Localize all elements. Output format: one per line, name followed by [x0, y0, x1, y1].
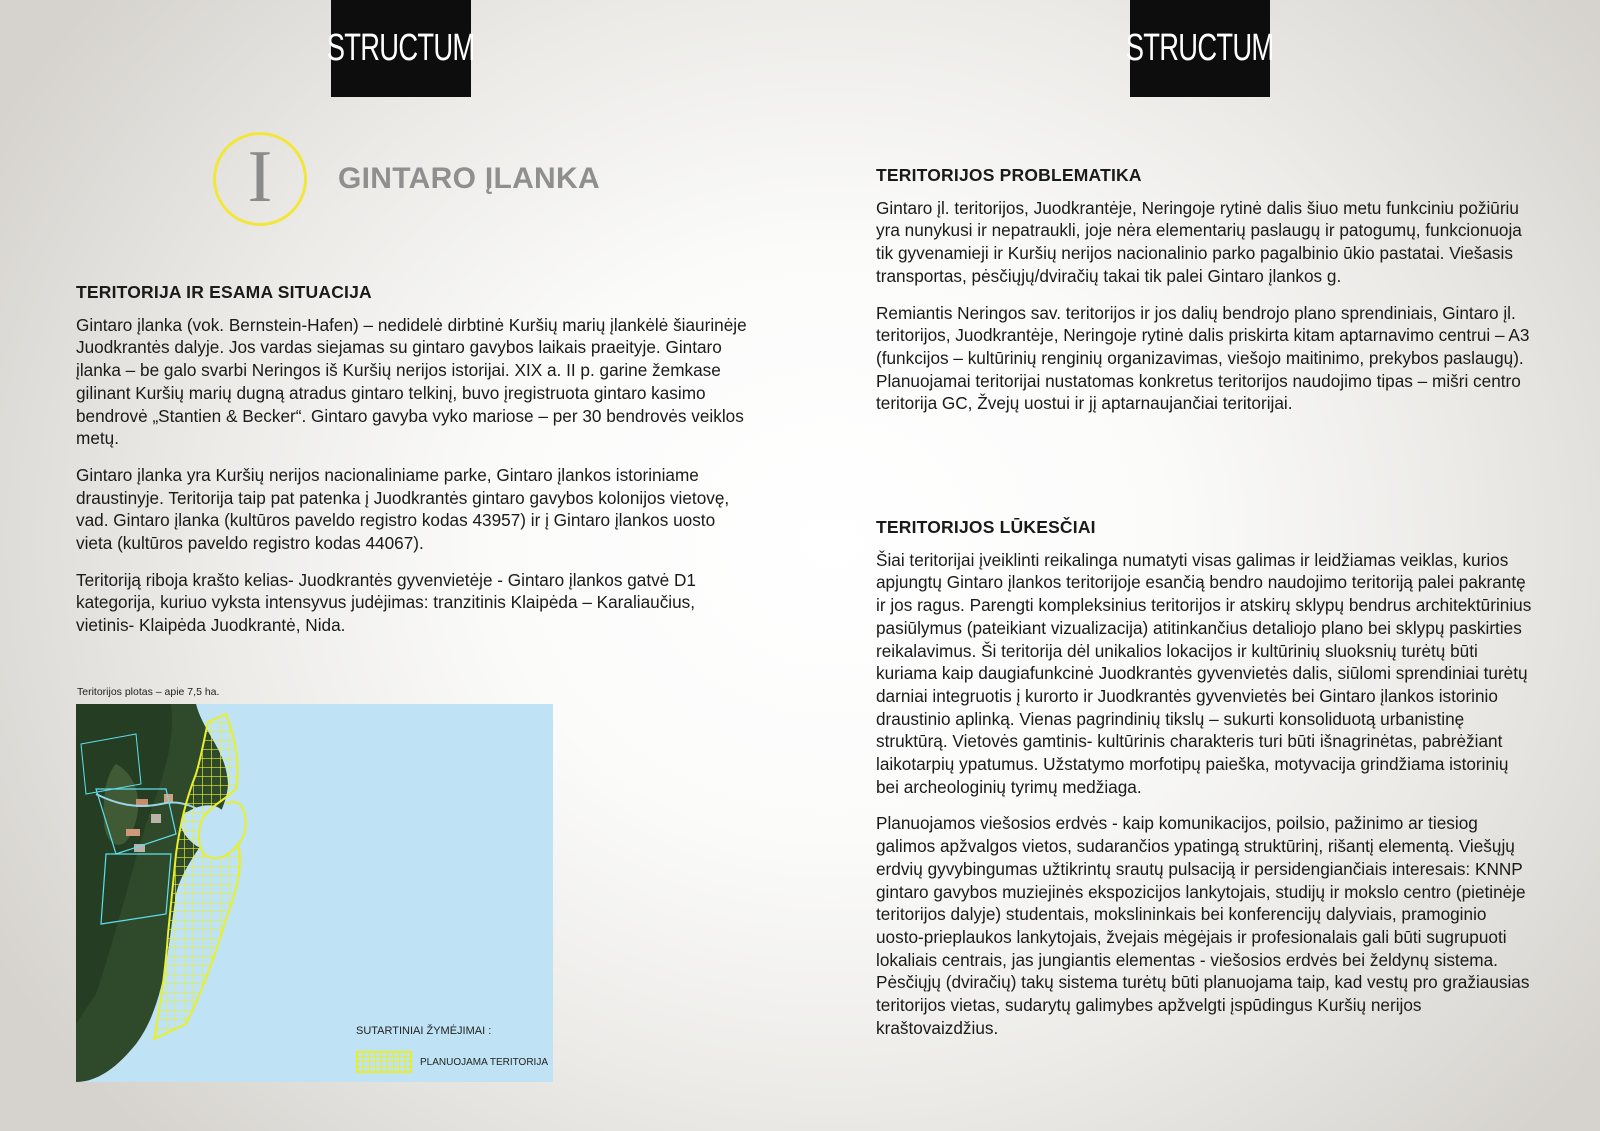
paragraph: Gintaro įl. teritorijos, Juodkrantėje, Neringoje rytinė dalis šiuo metu funkciniu požiūriu yra nunykusi ir nepatraukli, joje nėra elementarių paslaugų ir patogumų, funkcionuoja tik gyvenamieji ir Kuršių nerijos nacionalinio parko pagalbinio ūkio pastatai. Viešasis transportas, pėsčiųjų/dviračių takai tik palei Gintaro įlankos g. — [876, 197, 1522, 286]
section-heading: TERITORIJA IR ESAMA SITUACIJA — [76, 282, 372, 302]
paragraph: Gintaro įlanka yra Kuršių nerijos nacionaliniame parke, Gintaro įlankos istoriniame draustinyje. Teritorija taip pat patenka į Juodkrantės gintaro gavybos kolonijos vietovę, vad. Gintaro įlanka (kultūros paveldo registro kodas 43957) ir į Gintaro įlankos uosto vieta (kultūros paveldo registro kodas 44067). — [76, 464, 730, 554]
paragraph: Planuojamos viešosios erdvės - kaip komunikacijos, poilsio, pažinimo ar tiesiog galimos apžvalgos vietos, sudarančios ypatingą struktūrinį, rišantį elementą. Viešųjų erdvių gyvybingumas užtikrintų srautų pulsaciją ir persidengiančiais interesais: KNNP gintaro gavybos muziejinės ekspozicijos lankytojais, studijų ir mokslo centro (pietinėje teritorijos dalyje) studentais, mokslininkais bei konferencijų dalyviais, pramoginio uosto-prieplaukos lankytojais, žvejais mėgėjais ir profesionalais gali būti sugrupuoti lokaliais centrais, jas jungiantis elementas - viešosios erdvės bei želdynų sistema. Pėsčiųjų (dviračių) takų sistema turėtų būti planuojama taip, kad vestų pro gražiausias teritorijos vietas, sudarytų galimybes apžvelgti įspūdingus Kuršių nerijos kraštovaizdžius. — [876, 813, 1530, 1038]
paragraph: Gintaro įlanka (vok. Bernstein-Hafen) – nedidelė dirbtinė Kuršių marių įlankėlė šiaurinėje Juodkrantės dalyje. Jos vardas siejamas su gintaro gavybos laikais praeityje. Gintaro įlanka – be galo svarbi Neringos iš Kuršių nerijos istorijai. XIX a. II p. garine žemkase gilinant Kuršių marių dugną atradus gintaro telkinį, buvo įregistruota gintaro kasimo bendrovė „Stantien & Becker“. Gintaro gavyba vyko mariose – per 30 bendrovės veiklos metų. — [76, 314, 747, 449]
paragraph: Šiai teritorijai įveiklinti reikalinga numatyti visas galimas ir leidžiamas veiklas, kurios apjungtų Gintaro įlankos teritorijoje esančią bendro naudojimo teritoriją palei pakrantę ir jos ragus. Parengti kompleksinius teritorijos ir atskirų sklypų bendrus architektūrinius pasiūlymus (pateikiant vizualizacija) atitinkančius detaliojo plano bei sklypų paskirties reikalavimus. Ši teritorija dėl unikalios lokacijos ir kultūrinių sluoksnių turėtų būti kuriama kaip daugiafunkcinė Juodkrantės gyvenvietės dalis, siūlomi sprendiniai turėtų darniai integruotis į kurorto ir Juodkrantės gyvenvietės bei Gintaro įlankos istorinio draustinio aplinką. Vienas pagrindinių tikslų – sukurti konsoliduotą urbanistinę struktūrą. Vietovės gamtinis- kultūrinis charakteris turi būti išnagrinėtas, pabrėžiant laikotarpių ypatumus. Užstatymo morfotipų paieška, motyvacija grindžiama istorinių bei archeologinių tyrimų medžiaga. — [876, 549, 1532, 797]
chapter-number-circle — [213, 132, 307, 226]
paragraph: Teritoriją riboja krašto kelias- Juodkrantės gyvenvietėje - Gintaro įlankos gatvė D1 kategorija, kuriuo vyksta intensyvus judėjimas: tranzitinis Klaipėda – Karaliaučius, vietinis- Klaipėda Juodkrantė, Nida. — [76, 569, 696, 636]
section-heading: TERITORIJOS PROBLEMATIKA — [876, 165, 1142, 185]
legend-title: SUTARTINIAI ŽYMĖJIMAI : — [356, 1025, 492, 1037]
map-caption: Teritorijos plotas – apie 7,5 ha. — [77, 686, 220, 698]
legend-swatch-planned-territory — [356, 1051, 412, 1073]
section-territory-expectations — [876, 516, 1536, 1053]
section-territory-situation — [76, 281, 756, 651]
chapter-numeral: I — [247, 136, 273, 218]
section-territory-problems — [876, 164, 1536, 429]
structum-logo-left: STRUCTUM — [331, 0, 471, 97]
legend-label: PLANUOJAMA TERITORIJA — [420, 1057, 548, 1068]
section-heading: TERITORIJOS LŪKESČIAI — [876, 517, 1096, 537]
structum-logo-right: STRUCTUM — [1130, 0, 1270, 97]
paragraph: Remiantis Neringos sav. teritorijos ir jos dalių bendrojo plano sprendiniais, Gintaro įl. teritorijos, Juodkrantėje, Neringoje rytinė dalis priskirta kitam aptarnavimo centrui – A3 (funkcijos – kultūrinių renginių organizavimas, viešojo maitinimo, prekybos paslaugų). Planuojamai teritorijai nustatomas konkretus teritorijos naudojimo tipas – mišri centro teritorija GC, Žvejų uostui ir jį aptarnaujančiai teritorijai. — [876, 302, 1530, 414]
chapter-title: GINTARO ĮLANKA — [338, 162, 600, 195]
